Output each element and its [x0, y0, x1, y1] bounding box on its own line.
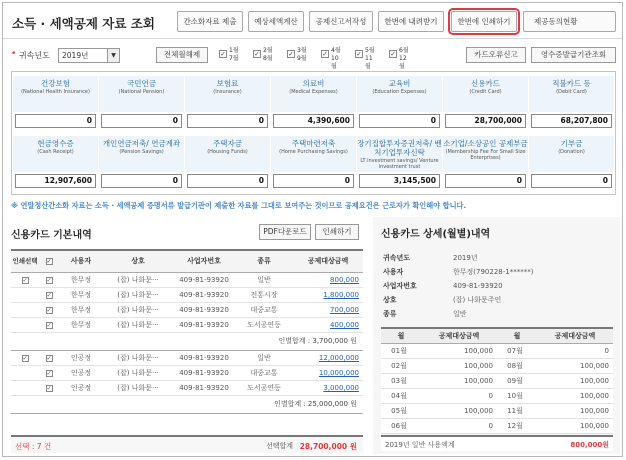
deduction-card-head — [99, 136, 184, 172]
deduction-card-english: LT investment savings/ Venture investment trust — [360, 158, 439, 170]
month-checkbox-pair[interactable] — [389, 47, 411, 70]
month-checkbox-pair[interactable] — [253, 47, 275, 65]
deduction-card-head — [185, 76, 270, 112]
month-label — [263, 47, 273, 63]
chevron-down-icon[interactable]: ▼ — [107, 49, 119, 62]
consent-status-button[interactable]: 제공동의현황 — [523, 11, 616, 32]
deduction-card-name: 직불카드 등 — [552, 79, 591, 88]
monthly-total-label: 2019년 일반 사용액계 — [385, 441, 455, 449]
selected-total: 28,700,000 원 — [299, 442, 357, 451]
month-label — [365, 47, 377, 71]
deduction-card[interactable] — [357, 136, 442, 192]
deduction-card-name: 소기업/소상공인 공제부금 — [443, 139, 528, 148]
info-key: 종류 — [383, 310, 397, 318]
info-key: 사업자번호 — [383, 282, 417, 290]
bizno-header: 사업자번호 — [173, 250, 235, 272]
deduction-card-head — [13, 76, 98, 112]
check-icon[interactable]: ✓ — [322, 50, 328, 58]
page-title: 소득 · 세액공제 자료 조회 — [12, 16, 155, 31]
row-amount-link[interactable]: 1,800,000 — [293, 287, 363, 302]
row-kind: 일반 — [235, 350, 293, 365]
row-store: (잡) 나화문··· — [103, 350, 173, 365]
deduction-card-name: 개인연금저축/ 연금계좌 — [102, 139, 181, 148]
info-key: 귀속년도 — [383, 254, 411, 262]
deduction-card-name: 주택마련저축 — [291, 139, 336, 148]
card-detail-panel — [373, 217, 620, 454]
print-checkbox[interactable]: ✓ — [22, 276, 28, 284]
card-detail-title: 신용카드 상세(월별)내역 — [381, 229, 491, 240]
deduction-card-english: (Debit Card) — [556, 89, 587, 95]
deduction-card[interactable] — [529, 76, 614, 132]
amount-cell: 100,000 — [537, 373, 613, 388]
row-amount-link[interactable]: 3,000,000 — [293, 380, 363, 395]
row-select-cell[interactable] — [39, 287, 59, 302]
deduction-card-name: 신용카드 — [471, 79, 500, 88]
row-bizno: 409-81-93920 — [173, 302, 235, 317]
deduction-card-english: (National Health Insurance) — [21, 89, 90, 95]
row-select-cell[interactable] — [39, 380, 59, 395]
monthly-row — [381, 418, 613, 433]
deduction-card-value: 12,907,600 — [15, 174, 96, 188]
check-icon[interactable]: ✓ — [356, 50, 362, 58]
info-value: 일반 — [453, 310, 467, 318]
amount-cell: 0 — [421, 388, 497, 403]
deduction-card[interactable] — [443, 76, 528, 132]
print-select-cell[interactable] — [11, 302, 39, 317]
month-cell: 03월 — [381, 373, 421, 388]
month-label — [331, 47, 343, 71]
monthly-row — [381, 373, 613, 388]
month-first: 6월 — [399, 47, 409, 54]
check-icon[interactable]: ✓ — [390, 50, 396, 58]
month-cell: 09월 — [497, 373, 537, 388]
deduction-card-head — [271, 76, 356, 112]
print-select-cell[interactable] — [11, 350, 39, 365]
deduction-card-value: 0 — [445, 174, 526, 188]
deduction-card-english: (Pension Savings) — [119, 149, 164, 155]
table-row[interactable] — [11, 350, 363, 365]
deduction-form-button[interactable]: 공제신고서작성 — [309, 11, 373, 32]
top-bar — [3, 3, 622, 39]
deduction-card-name: 국민연금 — [127, 79, 156, 88]
deduction-card-value: 0 — [15, 114, 96, 128]
year-select-value: 2019년 — [62, 51, 89, 60]
select-all-header — [39, 250, 59, 272]
row-bizno: 409-81-93920 — [173, 287, 235, 302]
all-month-toggle-button[interactable]: 전체월해제 — [156, 47, 208, 63]
month-second: 7월 — [229, 55, 239, 62]
store-header: 상호 — [103, 250, 173, 272]
amount-cell: 0 — [421, 418, 497, 433]
month-first: 2월 — [263, 47, 273, 54]
subtotal-text: 인별합계 : 3,700,000 원 — [11, 332, 363, 350]
month-second: 9월 — [297, 55, 307, 62]
monthly-row — [381, 403, 613, 418]
deduction-card[interactable] — [443, 136, 528, 192]
subtotal-row — [11, 332, 363, 350]
deduction-card-value: 4,390,600 — [273, 114, 354, 128]
amount-cell: 100,000 — [537, 418, 613, 433]
month-cell: 10월 — [497, 388, 537, 403]
deduction-card-english: (Membership Fee For Small Size Enterprises) — [445, 149, 526, 161]
row-select-cell[interactable] — [39, 317, 59, 332]
deduction-card-head — [357, 76, 442, 112]
monthly-row — [381, 343, 613, 358]
check-icon[interactable]: ✓ — [254, 50, 260, 58]
notice-text[interactable]: ※ 연말정산간소화 자료는 소득 · 세액공제 증명서류 발급기관이 제출한 자료를 그대로 보여주는 것이므로 공제요건은 근로자가 확인해야 합니다. — [11, 201, 467, 210]
month-second: 12월 — [399, 55, 407, 70]
row-amount-link[interactable]: 400,000 — [293, 317, 363, 332]
row-user: 인공정 — [59, 365, 103, 380]
card-report-button[interactable]: 카드오류신고 — [466, 47, 526, 63]
print-select-cell[interactable] — [11, 287, 39, 302]
deduction-card-value: 28,700,000 — [445, 114, 526, 128]
subtotal-row — [11, 395, 363, 413]
amount-cell: 100,000 — [421, 343, 497, 358]
month-header: 월 — [381, 328, 421, 343]
info-value: 한무정(790228-1******) — [453, 268, 534, 276]
required-dot-icon: • — [11, 49, 17, 59]
info-value: (잡) 나화문주인 — [453, 296, 502, 304]
row-user: 인공정 — [59, 380, 103, 395]
month-second: 10월 — [331, 55, 339, 70]
deduction-card[interactable] — [99, 76, 184, 132]
amount-cell: 100,000 — [537, 358, 613, 373]
row-store: (잡) 나화문··· — [103, 287, 173, 302]
month-cell: 02월 — [381, 358, 421, 373]
amount-cell: 100,000 — [421, 403, 497, 418]
month-cell: 05월 — [381, 403, 421, 418]
print-select-cell[interactable] — [11, 272, 39, 287]
deduction-card-value: 0 — [101, 174, 182, 188]
info-row — [381, 293, 611, 307]
deduction-card-head — [357, 136, 442, 172]
deduction-card[interactable] — [185, 76, 270, 132]
row-amount-link[interactable]: 12,000,000 — [293, 350, 363, 365]
selected-total-label: 선택합계 — [265, 442, 293, 450]
year-filter-row — [3, 43, 622, 70]
row-kind: 도서공연등 — [235, 380, 293, 395]
monthly-row — [381, 388, 613, 403]
year-select[interactable] — [58, 48, 120, 63]
row-checkbox[interactable]: ✓ — [46, 276, 52, 284]
row-bizno: 409-81-93920 — [173, 317, 235, 332]
select-all-checkbox[interactable]: ✓ — [46, 258, 52, 266]
month-checkbox-pair[interactable] — [321, 47, 343, 70]
row-user: 한무정 — [59, 302, 103, 317]
month-label — [297, 47, 307, 63]
info-row — [381, 251, 611, 265]
monthly-table — [381, 327, 613, 434]
deduction-card-value: 0 — [273, 174, 354, 188]
info-value: 2019년 — [453, 254, 478, 262]
deduction-card-head — [99, 76, 184, 112]
page-frame — [2, 2, 623, 457]
deduction-card-english: (Cash Receipt) — [37, 149, 74, 155]
deduction-card[interactable] — [185, 136, 270, 192]
month-checkbox-pair[interactable] — [219, 47, 241, 65]
month-cell: 11월 — [497, 403, 537, 418]
detail-info-table — [381, 251, 611, 321]
row-user: 인공정 — [59, 350, 103, 365]
check-icon[interactable]: ✓ — [220, 50, 226, 58]
selection-footer — [11, 435, 363, 453]
deduction-summary-panel — [11, 71, 616, 195]
row-user: 한무정 — [59, 272, 103, 287]
deduction-card-head — [529, 136, 614, 172]
month-checkbox-pair[interactable] — [355, 47, 377, 70]
row-checkbox[interactable]: ✓ — [46, 306, 52, 314]
deduction-card-value: 0 — [359, 114, 440, 128]
month-second: 11월 — [365, 55, 373, 70]
print-all-button[interactable]: 한번에 인쇄하기 — [451, 11, 517, 32]
row-checkbox[interactable]: ✓ — [46, 369, 52, 377]
row-kind: 대중교통 — [235, 365, 293, 380]
row-select-cell[interactable] — [39, 272, 59, 287]
deduction-card-english: (Insurance) — [213, 89, 242, 95]
deduction-card-name: 교육비 — [388, 79, 411, 88]
row-bizno: 409-81-93920 — [173, 272, 235, 287]
amount-cell: 100,000 — [537, 388, 613, 403]
deduction-card-head — [185, 136, 270, 172]
deduction-card-value: 0 — [101, 114, 182, 128]
simplified-submit-button[interactable]: 간소화자료 제출 — [177, 11, 243, 32]
deduction-card-english: (National Pension) — [118, 89, 165, 95]
deduction-card-name: 현금영수증 — [37, 139, 74, 148]
row-checkbox[interactable]: ✓ — [46, 321, 52, 329]
deduction-card-english: (Housing Funds) — [207, 149, 248, 155]
deduction-card-english: (Donation) — [558, 149, 585, 155]
deduction-card-head — [13, 136, 98, 172]
row-store: (잡) 나화문··· — [103, 380, 173, 395]
row-bizno: 409-81-93920 — [173, 350, 235, 365]
deduction-card-name: 기부금 — [560, 139, 583, 148]
deduction-card-value: 68,207,800 — [531, 114, 612, 128]
row-store: (잡) 나화문··· — [103, 302, 173, 317]
card-basic-table — [11, 249, 363, 414]
amount-cell: 0 — [537, 343, 613, 358]
month-label — [399, 47, 411, 71]
row-user: 한무정 — [59, 317, 103, 332]
kind-header: 종류 — [235, 250, 293, 272]
deduction-card-name: 건강보험 — [41, 79, 70, 88]
deduction-card-english: (Home Purchasing Savings) — [279, 149, 348, 155]
deduction-card[interactable] — [271, 136, 356, 192]
row-select-cell[interactable] — [39, 302, 59, 317]
monthly-row — [381, 358, 613, 373]
table-row[interactable] — [11, 317, 363, 332]
row-kind: 일반 — [235, 272, 293, 287]
row-kind: 전통시장 — [235, 287, 293, 302]
month-first: 4월 — [331, 47, 341, 54]
month-first: 5월 — [365, 47, 375, 54]
user-header: 사용자 — [59, 250, 103, 272]
card-basic-title: 신용카드 기본내역 — [11, 230, 92, 241]
info-key: 상호 — [383, 296, 397, 304]
deduction-card-value: 3,145,500 — [359, 174, 440, 188]
month-cell: 06월 — [381, 418, 421, 433]
amount-header: 공제대상금액 — [421, 328, 497, 343]
month-first: 1월 — [229, 47, 239, 54]
print-select-cell[interactable] — [11, 317, 39, 332]
row-bizno: 409-81-93920 — [173, 365, 235, 380]
download-all-button[interactable]: 한번에 내려받기 — [378, 11, 444, 32]
table-row[interactable] — [11, 287, 363, 302]
deduction-card-name: 장기집합투자증권저축/ 벤처기업투자신탁 — [357, 139, 442, 157]
row-checkbox[interactable]: ✓ — [46, 384, 52, 392]
deduction-card[interactable] — [357, 76, 442, 132]
amount-cell: 100,000 — [421, 373, 497, 388]
deduction-card-english: (Credit Card) — [469, 89, 502, 95]
table-row[interactable] — [11, 365, 363, 380]
deduction-card-name: 주택자금 — [213, 139, 242, 148]
deduction-card-head — [271, 136, 356, 172]
amount-cell: 100,000 — [421, 358, 497, 373]
row-kind: 대중교통 — [235, 302, 293, 317]
year-label: 귀속년도 — [19, 51, 50, 60]
table-row[interactable] — [11, 302, 363, 317]
info-value: 409-81-93920 — [453, 282, 503, 290]
month-header: 월 — [497, 328, 537, 343]
month-label — [229, 47, 239, 63]
row-kind: 도서공연등 — [235, 317, 293, 332]
row-user: 한무정 — [59, 287, 103, 302]
row-store: (잡) 나화문··· — [103, 272, 173, 287]
row-store: (잡) 나화문··· — [103, 365, 173, 380]
month-first: 3월 — [297, 47, 307, 54]
selected-count: 선택 : 7 건 — [15, 442, 52, 451]
amount-cell: 100,000 — [537, 403, 613, 418]
deduction-card[interactable] — [529, 136, 614, 192]
deduction-card[interactable] — [271, 76, 356, 132]
row-checkbox[interactable]: ✓ — [46, 291, 52, 299]
info-row — [381, 279, 611, 293]
deduction-card-name: 의료비 — [302, 79, 325, 88]
monthly-total-row — [381, 435, 613, 451]
table-row[interactable] — [11, 380, 363, 395]
deduction-card-head — [443, 76, 528, 112]
deduction-card-value: 0 — [187, 114, 268, 128]
table-row[interactable] — [11, 272, 363, 287]
print-checkbox[interactable]: ✓ — [22, 354, 28, 362]
month-checkbox-pair[interactable] — [287, 47, 309, 65]
info-row — [381, 307, 611, 321]
month-cell: 01월 — [381, 343, 421, 358]
check-icon[interactable]: ✓ — [288, 50, 294, 58]
print-select-cell[interactable] — [11, 380, 39, 395]
row-select-cell[interactable] — [39, 350, 59, 365]
month-cell: 08월 — [497, 358, 537, 373]
subtotal-text: 인별합계 : 25,000,000 원 — [11, 395, 363, 413]
print-select-header: 인쇄선택 — [11, 250, 39, 272]
deduction-card-value: 0 — [531, 174, 612, 188]
amount-header: 공제대상금액 — [293, 250, 363, 272]
deduction-card-name: 보험료 — [216, 79, 239, 88]
tax-calc-button[interactable]: 예상세액계산 — [248, 11, 304, 32]
row-store: (잡) 나화문··· — [103, 317, 173, 332]
month-cell: 04월 — [381, 388, 421, 403]
row-amount-link[interactable]: 700,000 — [293, 302, 363, 317]
row-select-cell[interactable] — [39, 365, 59, 380]
print-select-cell[interactable] — [11, 365, 39, 380]
month-cell: 07월 — [497, 343, 537, 358]
deduction-card[interactable] — [99, 136, 184, 192]
month-second: 8월 — [263, 55, 273, 62]
deduction-card-english: (Medical Expenses) — [289, 89, 338, 95]
row-amount-link[interactable]: 800,000 — [293, 272, 363, 287]
amount-header: 공제대상금액 — [537, 328, 613, 343]
info-row — [381, 265, 611, 279]
print-button[interactable]: 인쇄하기 — [315, 224, 359, 240]
row-amount-link[interactable]: 10,000,000 — [293, 365, 363, 380]
deduction-card-head — [529, 76, 614, 112]
row-bizno: 409-81-93920 — [173, 380, 235, 395]
deduction-card-head — [443, 136, 528, 172]
info-key: 사용자 — [383, 268, 404, 276]
deduction-card-value: 0 — [187, 174, 268, 188]
deduction-card[interactable] — [13, 136, 98, 192]
monthly-total: 800,000원 — [570, 441, 609, 449]
pdf-download-button[interactable]: PDF다운로드 — [259, 224, 311, 240]
deduction-card[interactable] — [13, 76, 98, 132]
receipt-issuer-button[interactable]: 영수증발급기관조회 — [531, 47, 616, 63]
deduction-card-english: (Education Expenses) — [372, 89, 427, 95]
month-cell: 12월 — [497, 418, 537, 433]
row-checkbox[interactable]: ✓ — [46, 354, 52, 362]
